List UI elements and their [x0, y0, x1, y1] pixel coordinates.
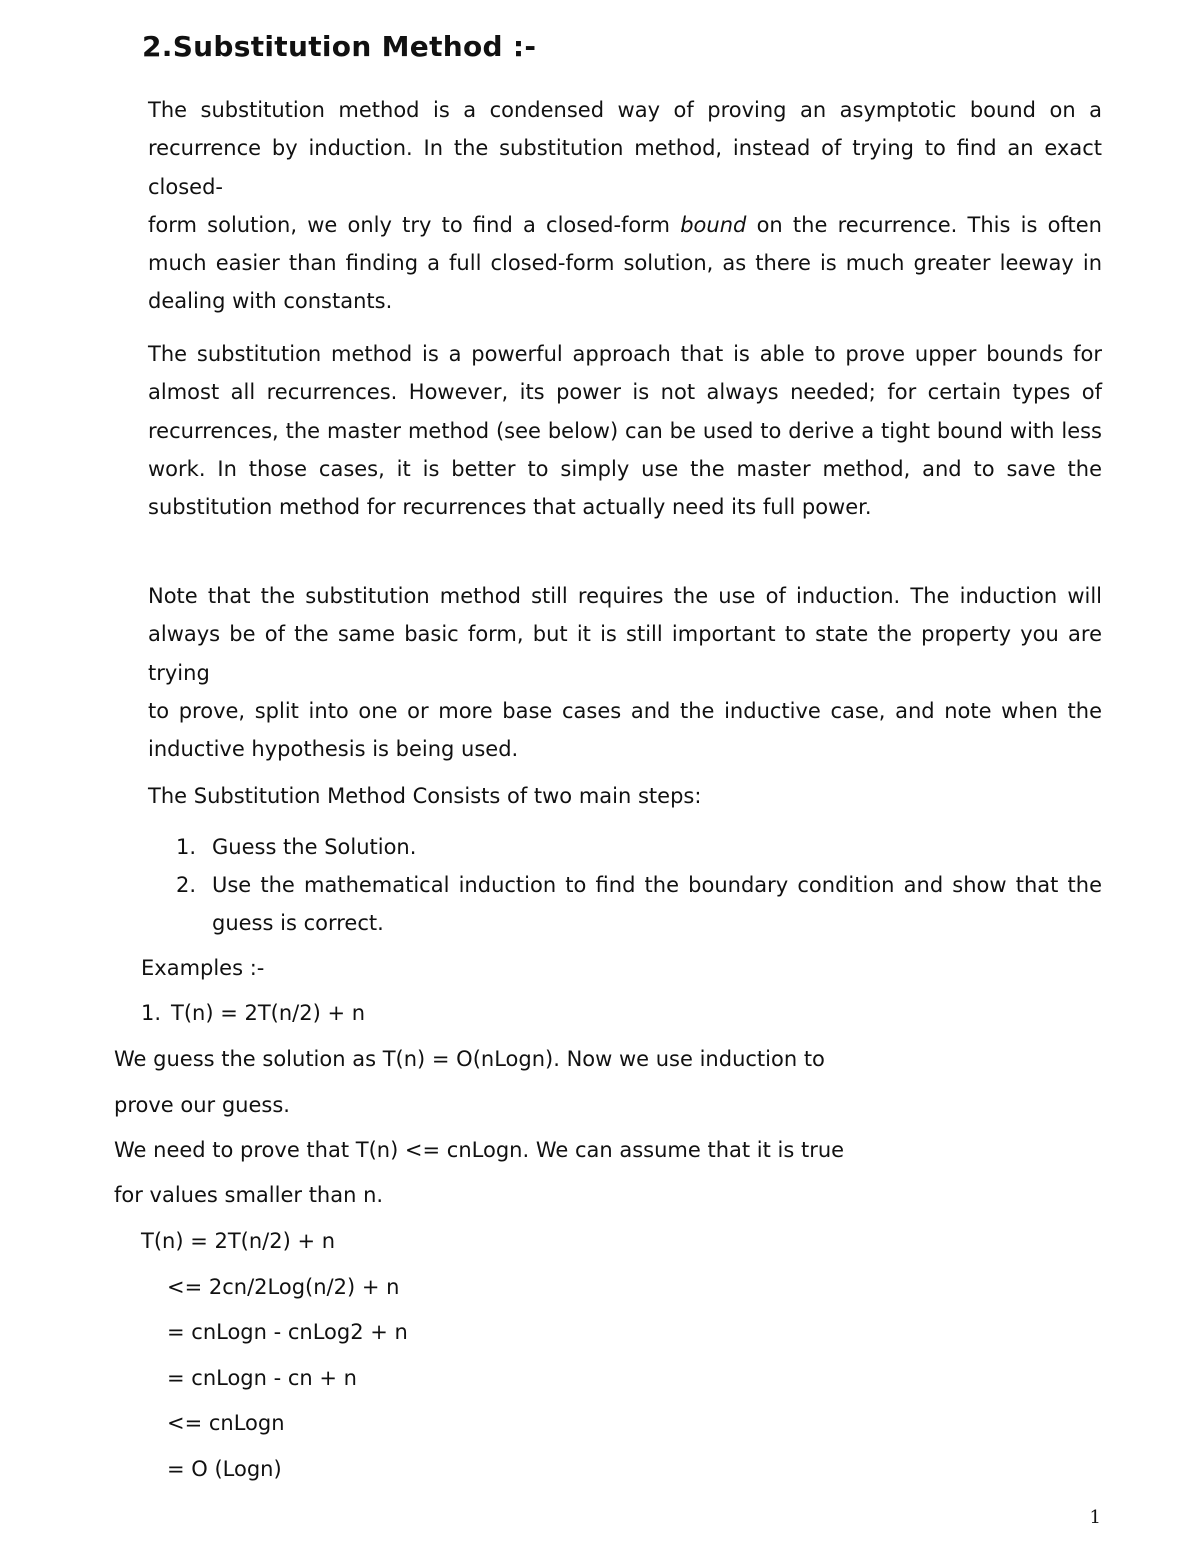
- paragraph-line: dealing with constants.: [148, 289, 393, 314]
- derivation-line: = cnLogn - cnLog2 + n: [167, 1320, 408, 1344]
- example-number: 1.: [141, 1001, 162, 1025]
- explanation-line: for values smaller than n.: [114, 1183, 384, 1207]
- emphasis-word: bound: [680, 212, 747, 237]
- derivation-line: <= cnLogn: [167, 1411, 285, 1435]
- derivation-line: = O (Logn): [167, 1457, 282, 1481]
- explanation-line: We guess the solution as T(n) = O(nLogn). Now we use induction to: [114, 1047, 825, 1071]
- examples-label: Examples :-: [141, 956, 265, 980]
- step-number: 1.: [176, 835, 197, 859]
- paragraph-line: much easier than finding a full closed-form solution, as there is much greater leeway in: [148, 251, 1102, 276]
- paragraph-line: recurrences, the master method (see below) can be used to derive a tight bound with less: [148, 418, 1102, 443]
- step-text: [212, 866, 1102, 943]
- paragraph-line: inductive hypothesis is being used.: [148, 737, 519, 762]
- paragraph-fragment: on the recurrence. This is often: [756, 212, 1102, 237]
- paragraph-line: [148, 206, 1102, 244]
- derivation-line: T(n) = 2T(n/2) + n: [141, 1229, 336, 1253]
- page-number: 1: [1089, 1507, 1101, 1528]
- explanation-line: prove our guess.: [114, 1093, 290, 1117]
- explanation-line: We need to prove that T(n) <= cnLogn. We can assume that it is true: [114, 1138, 845, 1162]
- paragraph-line: The substitution method is a condensed way of proving an asymptotic bound on a: [148, 98, 1102, 122]
- derivation-line: = cnLogn - cn + n: [167, 1366, 357, 1390]
- steps-intro: The Substitution Method Consists of two main steps:: [148, 784, 702, 808]
- step-text: [212, 828, 1102, 866]
- paragraph-line: always be of the same basic form, but it is still important to state the property you are trying: [148, 622, 1102, 685]
- step-number: 2.: [176, 873, 197, 897]
- paragraph-line: substitution method for recurrences that actually need its full power.: [148, 495, 872, 520]
- example-recurrence: T(n) = 2T(n/2) + n: [171, 1001, 366, 1025]
- paragraph-line: work. In those cases, it is better to simply use the master method, and to save the: [148, 456, 1102, 481]
- step-line: guess is correct.: [212, 911, 384, 936]
- paragraph-intro: [148, 91, 1102, 321]
- step-line: Use the mathematical induction to find the boundary condition and show that the: [212, 873, 1102, 897]
- step-line: Guess the Solution.: [212, 835, 417, 859]
- paragraph-line: The substitution method is a powerful approach that is able to prove upper bounds for: [148, 342, 1102, 366]
- paragraph-fragment: form solution, we only try to find a closed-form: [148, 212, 671, 237]
- paragraph-line: recurrence by induction. In the substitution method, instead of trying to find an exact closed-: [148, 136, 1102, 199]
- paragraph-line: almost all recurrences. However, its power is not always needed; for certain types of: [148, 380, 1102, 405]
- paragraph-induction-note: [148, 577, 1102, 768]
- paragraph-line: Note that the substitution method still requires the use of induction. The induction will: [148, 584, 1102, 608]
- paragraph-line: to prove, split into one or more base cases and the inductive case, and note when the: [148, 698, 1102, 723]
- paragraph-power: [148, 335, 1102, 526]
- derivation-line: <= 2cn/2Log(n/2) + n: [167, 1275, 400, 1299]
- section-heading: 2.Substitution Method :-: [142, 30, 537, 63]
